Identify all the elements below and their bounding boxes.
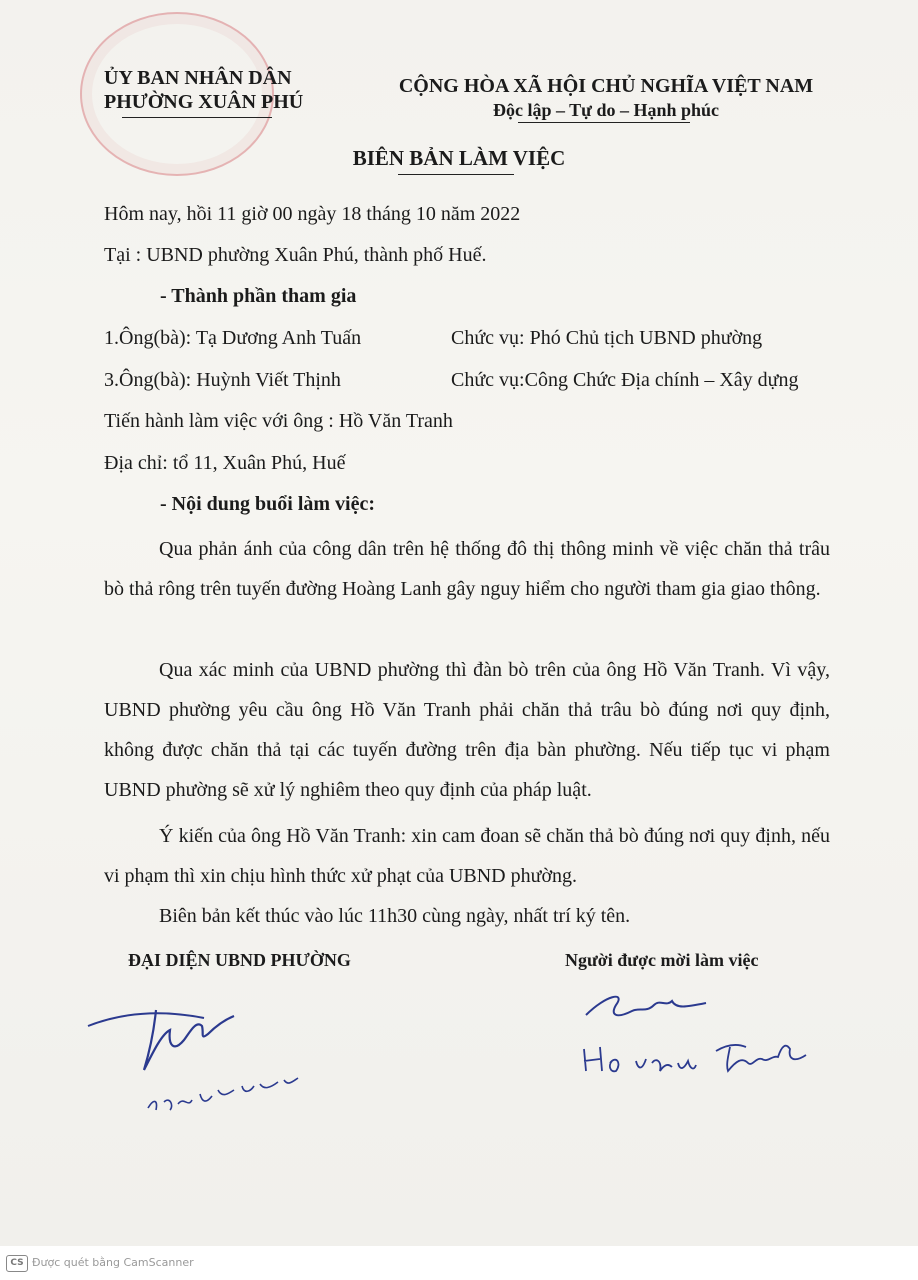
issuing-organization [104, 66, 303, 114]
paragraph-3-text: Ý kiến của ông Hồ Văn Tranh: xin cam đoan sẽ chăn thả bò đúng nơi quy định, nếu vi phạm thì xin chịu hình thức xử phạt của UBND phường. [104, 825, 830, 887]
paragraph-3 [104, 816, 830, 896]
paragraph-1 [104, 529, 830, 609]
right-signature [576, 985, 836, 1085]
nation-line-2: Độc lập – Tự do – Hạnh phúc [492, 100, 720, 120]
participants-heading: - Thành phần tham gia [160, 285, 357, 307]
participant-2-name: 3.Ông(bà): Huỳnh Viết Thịnh [104, 369, 341, 391]
date-line: Hôm nay, hồi 11 giờ 00 ngày 18 tháng 10 năm 2022 [104, 203, 521, 225]
paragraph-1-text: Qua phản ánh của công dân trên hệ thống đô thị thông minh về việc chăn thả trâu bò thả rông trên tuyến đường Hoàng Lanh gây nguy hiểm cho người tham gia giao thông. [104, 538, 830, 600]
paragraph-4-text: Biên bản kết thúc vào lúc 11h30 cùng ngày, nhất trí ký tên. [159, 905, 631, 927]
left-signatory-heading: ĐẠI DIỆN UBND PHƯỜNG [128, 950, 351, 970]
working-with-line: Tiến hành làm việc với ông : Hồ Văn Tranh [104, 410, 453, 432]
org-line-1: ỦY BAN NHÂN DÂN [104, 67, 292, 89]
right-signatory-heading: Người được mời làm việc [565, 950, 759, 970]
nation-line-1: CỘNG HÒA XÃ HỘI CHỦ NGHĨA VIỆT NAM [398, 75, 814, 97]
address-line: Địa chỉ: tổ 11, Xuân Phú, Huế [104, 452, 346, 474]
paragraph-4 [104, 896, 830, 936]
document-title: BIÊN BẢN LÀM VIỆC [352, 146, 566, 170]
title-underline [398, 174, 514, 175]
paragraph-2-text: Qua xác minh của UBND phường thì đàn bò trên của ông Hồ Văn Tranh. Vì vậy, UBND phường yêu cầu ông Hồ Văn Tranh phải chăn thả trâu bò đúng nơi quy định, không được chăn thả tại các tuyến đường trên địa bàn phường. Nếu tiếp tục vi phạm UBND phường sẽ xử lý nghiêm theo quy định của pháp luật. [104, 659, 830, 801]
left-signature [84, 990, 324, 1130]
motto-underline [518, 122, 690, 123]
org-underline [122, 117, 272, 118]
participant-1-role: Chức vụ: Phó Chủ tịch UBND phường [451, 327, 763, 349]
paragraph-2 [104, 650, 830, 810]
camscanner-logo: CS [6, 1255, 28, 1272]
camscanner-text: Được quét bằng CamScanner [32, 1256, 194, 1269]
participant-2-role: Chức vụ:Công Chức Địa chính – Xây dựng [451, 369, 799, 391]
national-motto [396, 74, 816, 122]
place-line: Tại : UBND phường Xuân Phú, thành phố Huế. [104, 244, 487, 266]
participant-1-name: 1.Ông(bà): Tạ Dương Anh Tuấn [104, 327, 362, 349]
org-line-2: PHƯỜNG XUÂN PHÚ [104, 91, 304, 113]
content-heading: - Nội dung buổi làm việc: [160, 493, 376, 515]
